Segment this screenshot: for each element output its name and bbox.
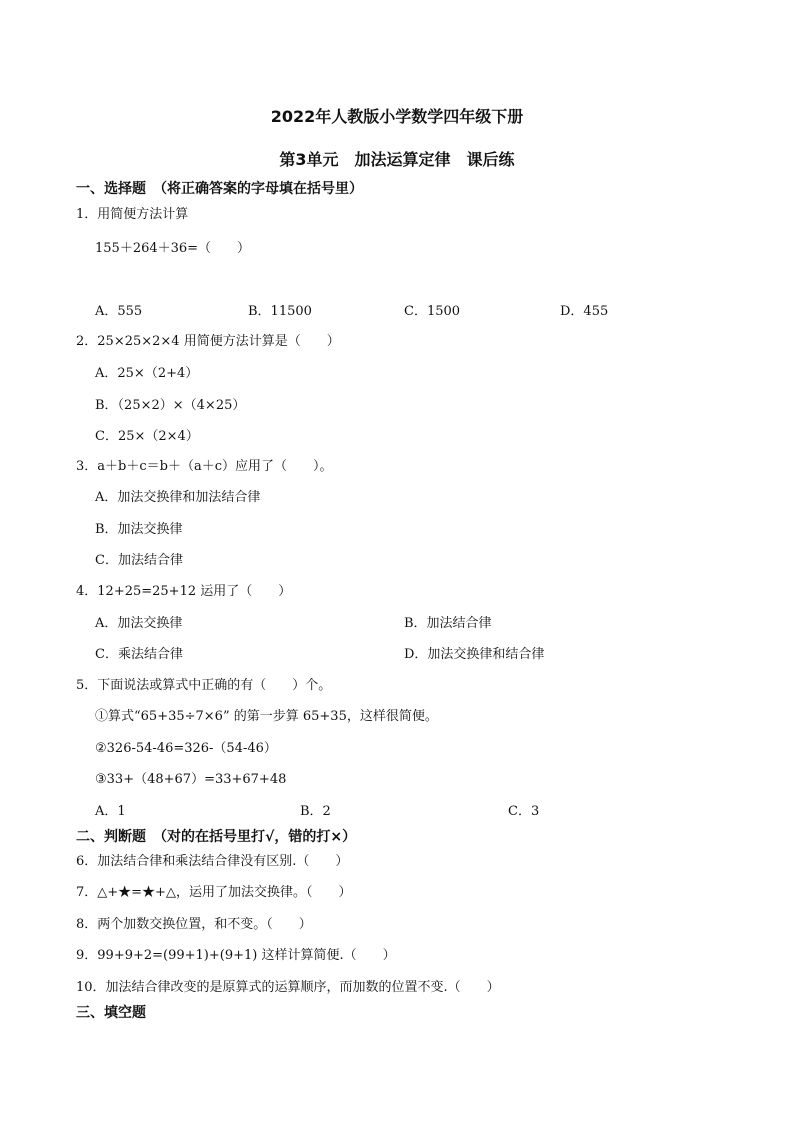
question-1-option-c: C．1500 (404, 304, 461, 319)
question-1-stem: 1．用简便方法计算 (76, 207, 189, 222)
question-1-expression: 155＋264＋36=（ ） (95, 241, 251, 256)
question-3-stem: 3．a＋b＋c＝b＋（a＋c）应用了（ ）。 (76, 459, 333, 474)
question-3-option-b: B．加法交换律 (95, 522, 183, 537)
document-title: 2022年人教版小学数学四年级下册 (270, 107, 524, 126)
question-5-item-1: ①算式“65+35÷7×6” 的第一步算 65+35，这样很简便。 (95, 709, 438, 724)
question-4-option-b: B．加法结合律 (404, 616, 492, 631)
question-5-option-c: C．3 (508, 804, 540, 819)
document-subtitle: 第3单元 加法运算定律 课后练 (279, 150, 515, 169)
question-2-option-c: C．25×（2×4） (95, 429, 199, 444)
section-heading-choice: 一、选择题 （将正确答案的字母填在括号里） (76, 181, 363, 197)
question-8: 8．两个加数交换位置，和不变。（ ） (76, 917, 312, 932)
question-3-option-a: A．加法交换律和加法结合律 (95, 490, 261, 505)
question-9: 9．99+9+2=(99+1)+(9+1) 这样计算简便.（ ） (76, 948, 396, 963)
question-4-option-a: A．加法交换律 (95, 616, 183, 631)
question-2-option-b: B．（25×2）×（4×25） (95, 398, 246, 413)
question-1-option-b: B．11500 (248, 304, 312, 319)
question-2-option-a: A．25×（2+4） (95, 366, 199, 381)
question-4-option-d: D．加法交换律和结合律 (404, 647, 545, 662)
question-4-stem: 4．12+25=25+12 运用了（ ） (76, 584, 292, 599)
question-5-stem: 5．下面说法或算式中正确的有（ ）个。 (76, 678, 332, 693)
question-3-option-c: C．加法结合律 (95, 553, 183, 568)
question-5-item-3: ③33+（48+67）=33+67+48 (95, 772, 287, 787)
section-heading-judgement: 二、判断题 （对的在括号里打√，错的打×） (76, 829, 357, 845)
question-10: 10．加法结合律改变的是原算式的运算顺序，而加数的位置不变.（ ） (76, 980, 500, 995)
question-5-option-b: B．2 (300, 804, 331, 819)
question-7: 7．△+★=★+△，运用了加法交换律。（ ） (76, 885, 352, 900)
question-5-option-a: A．1 (95, 804, 126, 819)
question-5-item-2: ②326-54-46=326-（54-46） (95, 741, 277, 756)
question-6: 6．加法结合律和乘法结合律没有区别.（ ） (76, 854, 349, 869)
question-2-stem: 2．25×25×2×4 用简便方法计算是（ ） (76, 334, 340, 349)
question-1-option-a: A．555 (95, 304, 143, 319)
question-1-option-d: D．455 (560, 304, 609, 319)
question-4-option-c: C．乘法结合律 (95, 647, 183, 662)
section-heading-fill-in: 三、填空题 (76, 1005, 146, 1021)
